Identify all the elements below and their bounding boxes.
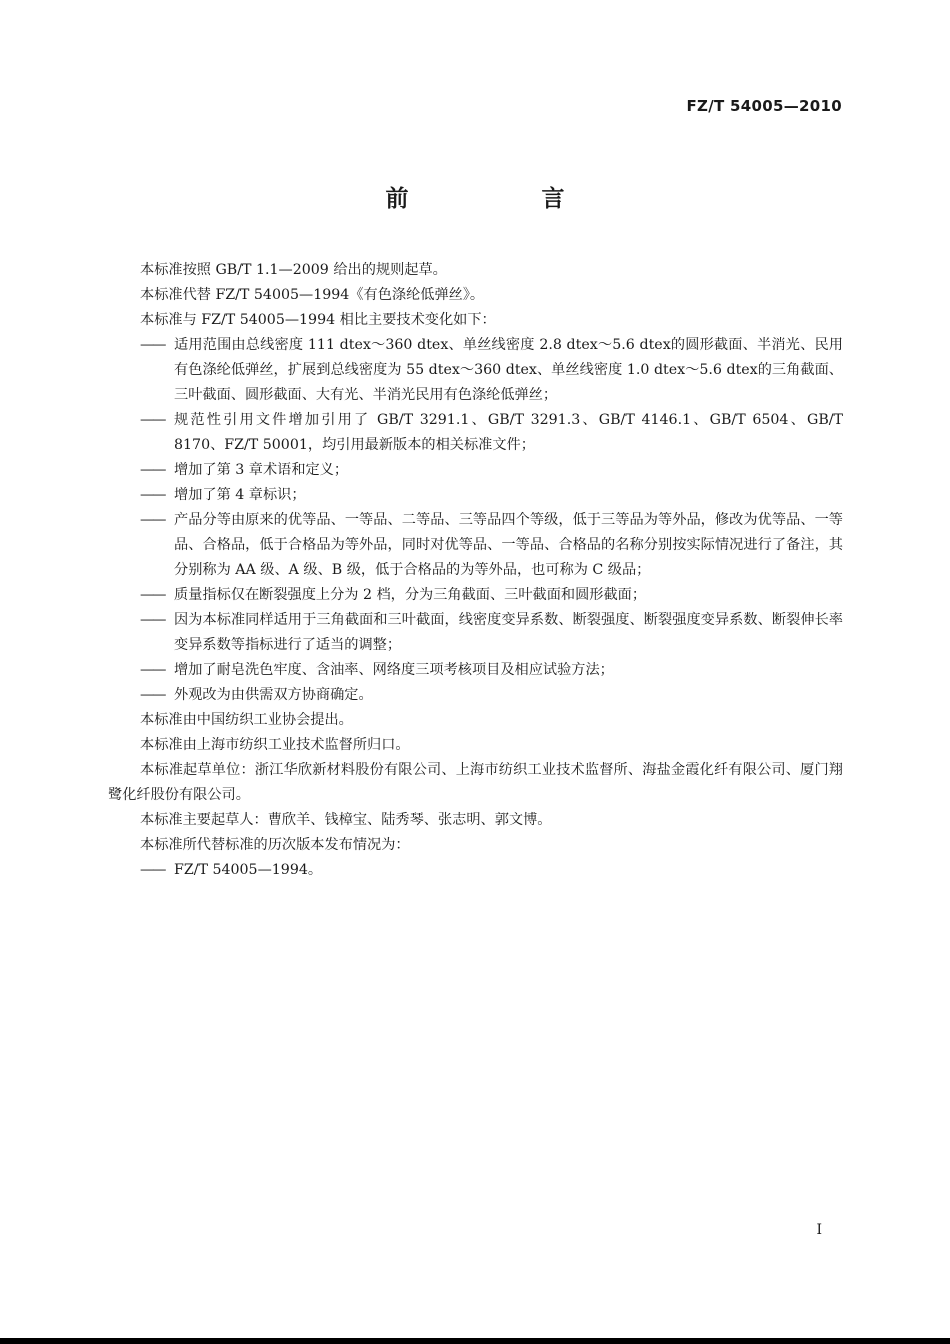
paragraph: 本标准按照 GB/T 1.1—2009 给出的规则起草。 — [140, 262, 447, 278]
paragraph: 本标准由上海市纺织工业技术监督所归口。 — [140, 737, 410, 753]
dash-list-item: —— 因为本标准同样适用于三角截面和三叶截面，线密度变异系数、断裂强度、断裂强度变异系数、断裂伸长率变异系数等指标进行了适当的调整； — [108, 608, 843, 658]
dash-list-item: —— 适用范围由总线密度 111 dtex～360 dtex、单丝线密度 2.8 dtex～5.6 dtex的圆形截面、半消光、民用有色涤纶低弹丝，扩展到总线密度为 55 dtex～360 dtex、单丝线密度 1.0 dtex～5.6 dtex的三角截面、三叶截面、圆形截面、大有光、半消光民用有色涤纶低弹丝； — [108, 333, 843, 408]
page-number: I — [816, 1222, 822, 1238]
paragraph: 本标准代替 FZ/T 54005—1994《有色涤纶低弹丝》。 — [140, 287, 485, 303]
dash-list-item: —— 质量指标仅在断裂强度上分为 2 档，分为三角截面、三叶截面和圆形截面； — [108, 583, 843, 608]
dash-list-item: —— FZ/T 54005—1994。 — [108, 858, 843, 883]
dash-list-item: —— 规范性引用文件增加引用了 GB/T 3291.1、GB/T 3291.3、GB/T 4146.1、GB/T 6504、GB/T 8170、FZ/T 50001，均引用最新版本的相关标准文件； — [108, 408, 843, 458]
document-body — [108, 258, 843, 883]
paragraph: 本标准所代替标准的历次版本发布情况为： — [140, 837, 410, 853]
dash-list-item: —— 增加了第 3 章术语和定义； — [108, 458, 843, 483]
paragraph: 本标准主要起草人：曹欣羊、钱樟宝、陆秀琴、张志明、郭文博。 — [140, 812, 552, 828]
paragraph: 本标准与 FZ/T 54005—1994 相比主要技术变化如下： — [140, 312, 496, 328]
paragraph: 本标准由中国纺织工业协会提出。 — [140, 712, 353, 728]
dash-list-item: —— 增加了耐皂洗色牢度、含油率、网络度三项考核项目及相应试验方法； — [108, 658, 843, 683]
standard-code: FZ/T 54005—2010 — [686, 97, 842, 115]
bottom-divider — [0, 1338, 950, 1344]
dash-list-item: —— 产品分等由原来的优等品、一等品、二等品、三等品四个等级，低于三等品为等外品，修改为优等品、一等品、合格品，低于合格品为等外品，同时对优等品、一等品、合格品的名称分别按实际情况进行了备注，其分别称为 AA 级、A 级、B 级，低于合格品的为等外品，也可称为 C 级品； — [108, 508, 843, 583]
dash-list-item: —— 外观改为由供需双方协商确定。 — [108, 683, 843, 708]
paragraph: 本标准起草单位：浙江华欣新材料股份有限公司、上海市纺织工业技术监督所、海盐金霞化纤有限公司、厦门翔鹭化纤股份有限公司。 — [108, 762, 843, 803]
page-title: 前 言 — [385, 186, 620, 212]
dash-list-item: —— 增加了第 4 章标识； — [108, 483, 843, 508]
